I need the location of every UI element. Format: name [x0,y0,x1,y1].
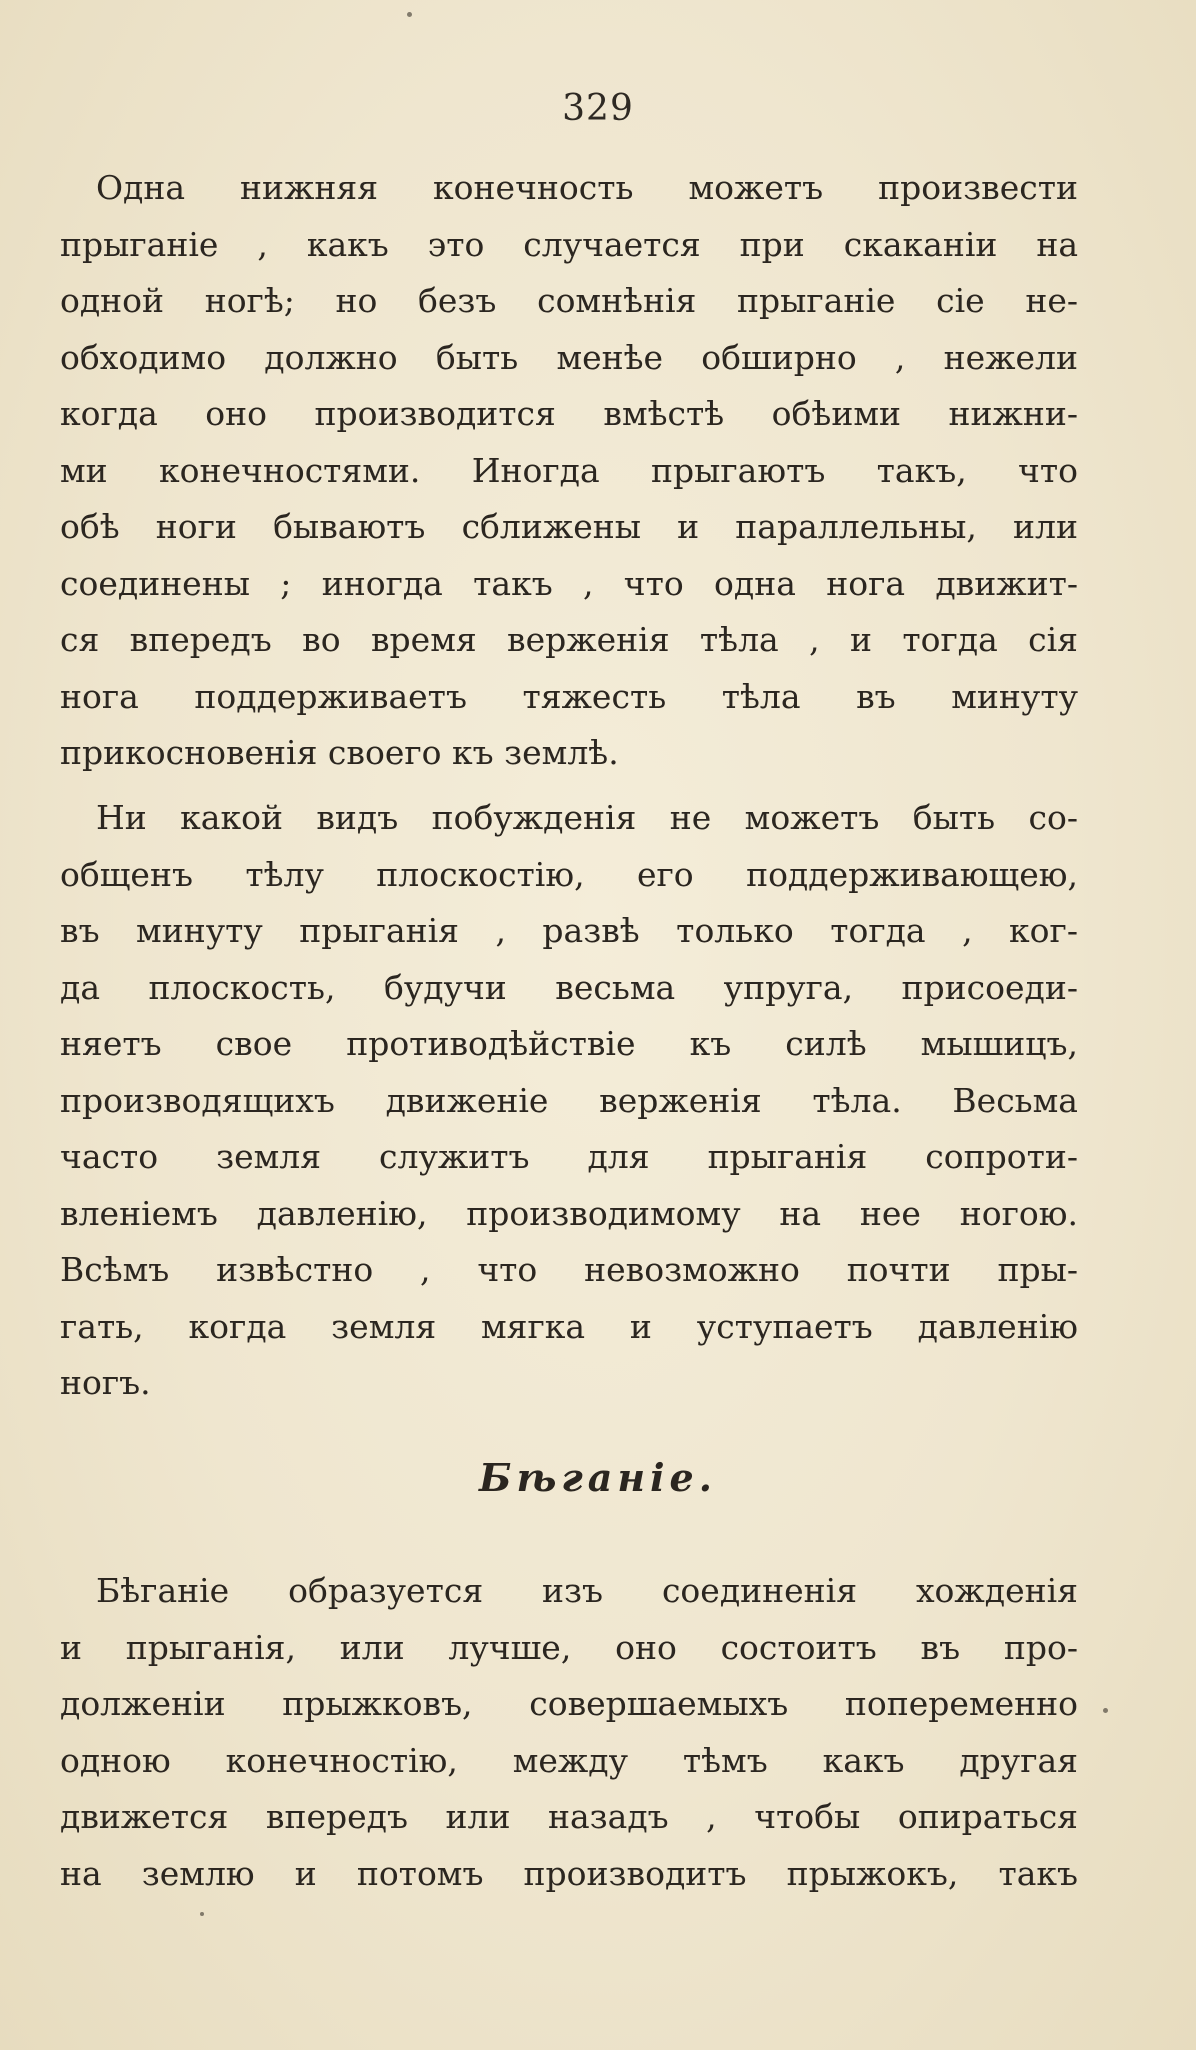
text-line: няетъ свое противодѣйствіе къ силѣ мышицъ, [60,1024,1078,1063]
text-line: прикосновенія своего къ землѣ. [60,733,619,772]
text-line: одною конечностію, между тѣмъ какъ другая [60,1740,1078,1780]
text-line: и прыганія, или лучше, оно состоитъ въ про- [60,1627,1078,1667]
text-line: да плоскость, будучи весьма упруга, присоеди- [60,967,1078,1007]
text-line: обѣ ноги бываютъ сближены и параллельны, или [60,507,1078,546]
text-line: одной ногѣ; но безъ сомнѣнія прыганіе сіе не- [60,281,1078,320]
text-line: Бѣганіе образуется изъ соединенія хожденія [96,1571,1078,1610]
text-line: Одна нижняя конечность можетъ произвести [96,168,1078,207]
text-line: вленіемъ давленію, производимому на нее ногою. [60,1193,1078,1233]
ink-speck [1103,1708,1108,1713]
text-line: ми конечностями. Иногда прыгаютъ такъ, что [60,450,1078,490]
text-line: производящихъ движеніе верженія тѣла. Весьма [60,1080,1078,1120]
ink-speck [200,1912,204,1916]
text-line: нога поддерживаетъ тяжесть тѣла въ минуту [60,676,1078,716]
text-line: ся впередъ во время верженія тѣла , и тогда сія [60,620,1078,659]
text-line: часто земля служитъ для прыганія сопроти- [60,1137,1078,1176]
text-line: Ни какой видъ побужденія не можетъ быть со- [96,798,1078,837]
section-heading: Бѣганіе. [479,1455,717,1500]
paragraph-running [60,1563,1078,1902]
text-line: соединены ; иногда такъ , что одна нога движит- [60,563,1078,603]
text-line: въ минуту прыганія , развѣ только тогда , ког- [60,911,1078,950]
page-number: 329 [562,88,634,129]
paragraph-jumping-impulse [60,790,1078,1412]
text-line: на землю и потомъ производитъ прыжокъ, такъ [60,1853,1078,1893]
text-line: ногъ. [60,1363,151,1402]
text-line: движется впередъ или назадъ , чтобы опираться [60,1797,1078,1836]
text-line: когда оно производится вмѣстѣ обѣими нижни- [60,394,1078,433]
text-line: Всѣмъ извѣстно , что невозможно почти пры- [60,1250,1078,1289]
paragraph-jumping-one-limb [60,160,1078,782]
text-line: гать, когда земля мягка и уступаетъ давленію [60,1306,1078,1346]
text-line: долженіи прыжковъ, совершаемыхъ попеременно [60,1684,1078,1723]
ink-speck [407,12,412,17]
text-line: прыганіе , какъ это случается при скаканіи на [60,224,1078,264]
text-line: общенъ тѣлу плоскостію, его поддерживающею, [60,854,1078,894]
text-line: обходимо должно быть менѣе обширно , нежели [60,337,1078,377]
